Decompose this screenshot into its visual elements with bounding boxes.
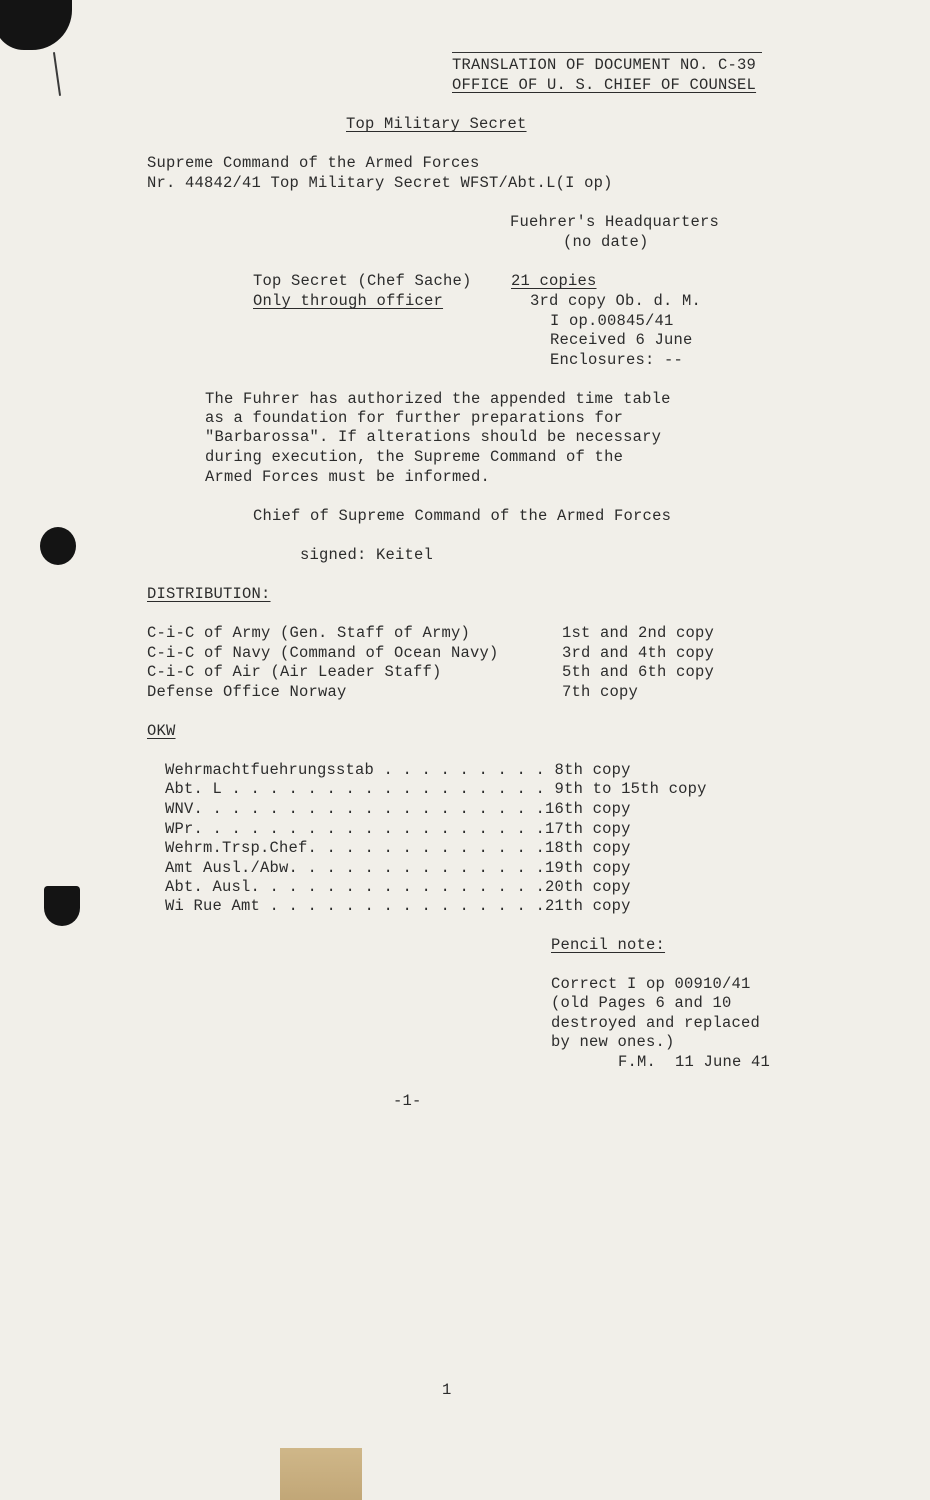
classification-title: Top Military Secret — [346, 115, 527, 133]
pencil-note-line: (old Pages 6 and 10 — [551, 994, 732, 1012]
body-line-4: during execution, the Supreme Command of the — [205, 448, 624, 466]
pencil-note-line: by new ones.) — [551, 1033, 675, 1051]
handling-line-1: Top Secret (Chef Sache) — [253, 272, 472, 290]
page-number: 1 — [442, 1381, 452, 1399]
copy-line-2: 3rd copy Ob. d. M. — [530, 292, 702, 310]
okw-entry: Amt Ausl./Abw. . . . . . . . . . . . . .19th copy — [165, 859, 631, 877]
punch-hole-middle — [40, 527, 76, 565]
okw-entry: Wehrmachtfuehrungsstab . . . . . . . . . 8th copy — [165, 761, 631, 779]
chief-title: Chief of Supreme Command of the Armed Forces — [253, 507, 672, 525]
okw-entry: WNV. . . . . . . . . . . . . . . . . . .16th copy — [165, 800, 631, 818]
issuer-line-2: Nr. 44842/41 Top Military Secret WFST/Abt.L(I op) — [147, 174, 613, 192]
body-line-2: as a foundation for further preparations for — [205, 409, 624, 427]
page-marker: -1- — [393, 1092, 422, 1110]
distribution-recipient: C-i-C of Navy (Command of Ocean Navy) — [147, 644, 499, 662]
pencil-note-heading: Pencil note: — [551, 936, 666, 954]
pencil-note-sign: F.M. 11 June 41 — [618, 1053, 771, 1071]
place-line-1: Fuehrer's Headquarters — [510, 213, 720, 231]
okw-entry: Wehrm.Trsp.Chef. . . . . . . . . . . . .18th copy — [165, 839, 631, 857]
tape-strip — [280, 1448, 362, 1500]
copy-line-5: Enclosures: -- — [550, 351, 684, 369]
okw-entry: Wi Rue Amt . . . . . . . . . . . . . . .21th copy — [165, 897, 631, 915]
punch-hole-lower — [44, 886, 80, 926]
header-line-1: TRANSLATION OF DOCUMENT NO. C-39 — [452, 56, 757, 74]
scan-mark — [53, 52, 61, 96]
punch-hole-top — [0, 0, 72, 50]
okw-heading: OKW — [147, 722, 176, 740]
pencil-note-line: destroyed and replaced — [551, 1014, 761, 1032]
header-rule — [452, 52, 762, 53]
distribution-recipient: Defense Office Norway — [147, 683, 347, 701]
okw-entry: WPr. . . . . . . . . . . . . . . . . . .17th copy — [165, 820, 631, 838]
handling-line-2: Only through officer — [253, 292, 444, 310]
body-line-3: "Barbarossa". If alterations should be necessary — [205, 428, 662, 446]
signature: signed: Keitel — [300, 546, 434, 564]
header-line-2: OFFICE OF U. S. CHIEF OF COUNSEL — [452, 76, 757, 94]
distribution-copy: 7th copy — [562, 683, 639, 701]
okw-entry: Abt. Ausl. . . . . . . . . . . . . . . .20th copy — [165, 878, 631, 896]
distribution-recipient: C-i-C of Air (Air Leader Staff) — [147, 663, 442, 681]
body-line-5: Armed Forces must be informed. — [205, 468, 491, 486]
distribution-heading: DISTRIBUTION: — [147, 585, 271, 603]
distribution-copy: 3rd and 4th copy — [562, 644, 715, 662]
place-line-2: (no date) — [563, 233, 649, 251]
copies-count: 21 copies — [511, 272, 597, 290]
distribution-copy: 5th and 6th copy — [562, 663, 715, 681]
body-line-1: The Fuhrer has authorized the appended time table — [205, 390, 671, 408]
copy-line-4: Received 6 June — [550, 331, 693, 349]
copy-line-3: I op.00845/41 — [550, 312, 674, 330]
pencil-note-line: Correct I op 00910/41 — [551, 975, 751, 993]
distribution-recipient: C-i-C of Army (Gen. Staff of Army) — [147, 624, 471, 642]
issuer-line-1: Supreme Command of the Armed Forces — [147, 154, 480, 172]
distribution-copy: 1st and 2nd copy — [562, 624, 715, 642]
okw-entry: Abt. L . . . . . . . . . . . . . . . . . 9th to 15th copy — [165, 780, 707, 798]
